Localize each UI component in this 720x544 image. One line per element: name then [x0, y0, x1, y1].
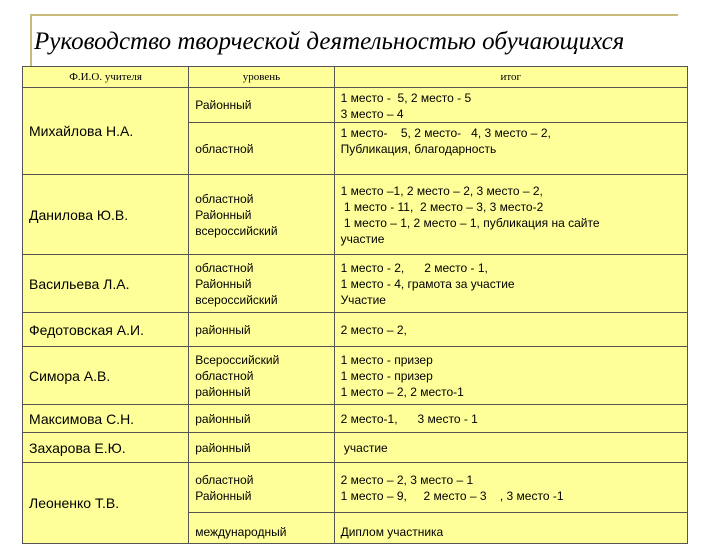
level-cell: областной	[189, 123, 334, 175]
level-cell: Всероссийский областной районный	[189, 347, 334, 405]
teacher-name: Захарова Е.Ю.	[23, 433, 189, 463]
table-row	[23, 405, 688, 433]
level-cell: Районный	[189, 88, 334, 123]
result-cell: 2 место – 2, 3 место – 1 1 место – 9, 2 место – 3 , 3 место -1	[334, 463, 687, 513]
table-header-row	[23, 67, 688, 88]
level-cell: районный	[189, 405, 334, 433]
result-cell: 1 место - 5, 2 место - 5 3 место – 4	[334, 88, 687, 123]
table-row	[23, 88, 688, 123]
header-teacher-name: Ф.И.О. учителя	[23, 67, 189, 88]
level-cell: районный	[189, 313, 334, 347]
table-row	[23, 347, 688, 405]
frame-top-line	[30, 14, 678, 16]
header-level: уровень	[189, 67, 334, 88]
result-cell: 1 место- 5, 2 место- 4, 3 место – 2, Публикация, благодарность	[334, 123, 687, 175]
result-cell: 2 место-1, 3 место - 1	[334, 405, 687, 433]
table-row	[23, 313, 688, 347]
table-row	[23, 175, 688, 255]
table-row	[23, 433, 688, 463]
table-row	[23, 255, 688, 313]
result-cell: участие	[334, 433, 687, 463]
page-title: Руководство творческой деятельностью обучающихся	[34, 28, 625, 55]
teacher-name: Васильева Л.А.	[23, 255, 189, 313]
frame-left-line	[30, 14, 32, 72]
result-cell: 2 место – 2,	[334, 313, 687, 347]
level-cell: областной Районный всероссийский	[189, 175, 334, 255]
result-cell: 1 место –1, 2 место – 2, 3 место – 2, 1 место - 11, 2 место – 3, 3 место-2 1 место – 1, 2 место – 1, публикация на сайте участие	[334, 175, 687, 255]
result-cell: 1 место - 2, 2 место - 1, 1 место - 4, грамота за участие Участие	[334, 255, 687, 313]
teacher-name: Данилова Ю.В.	[23, 175, 189, 255]
level-cell: международный	[189, 513, 334, 544]
level-cell: областной Районный всероссийский	[189, 255, 334, 313]
teacher-name: Симора А.В.	[23, 347, 189, 405]
teachers-table	[22, 66, 688, 544]
level-cell: областной Районный	[189, 463, 334, 513]
teacher-name: Федотовская А.И.	[23, 313, 189, 347]
table-row	[23, 463, 688, 513]
result-cell: 1 место - призер 1 место - призер 1 место – 2, 2 место-1	[334, 347, 687, 405]
result-cell: Диплом участника	[334, 513, 687, 544]
header-result: итог	[334, 67, 687, 88]
teacher-name: Максимова С.Н.	[23, 405, 189, 433]
teacher-name: Михайлова Н.А.	[23, 88, 189, 175]
teacher-name: Леоненко Т.В.	[23, 463, 189, 544]
level-cell: районный	[189, 433, 334, 463]
